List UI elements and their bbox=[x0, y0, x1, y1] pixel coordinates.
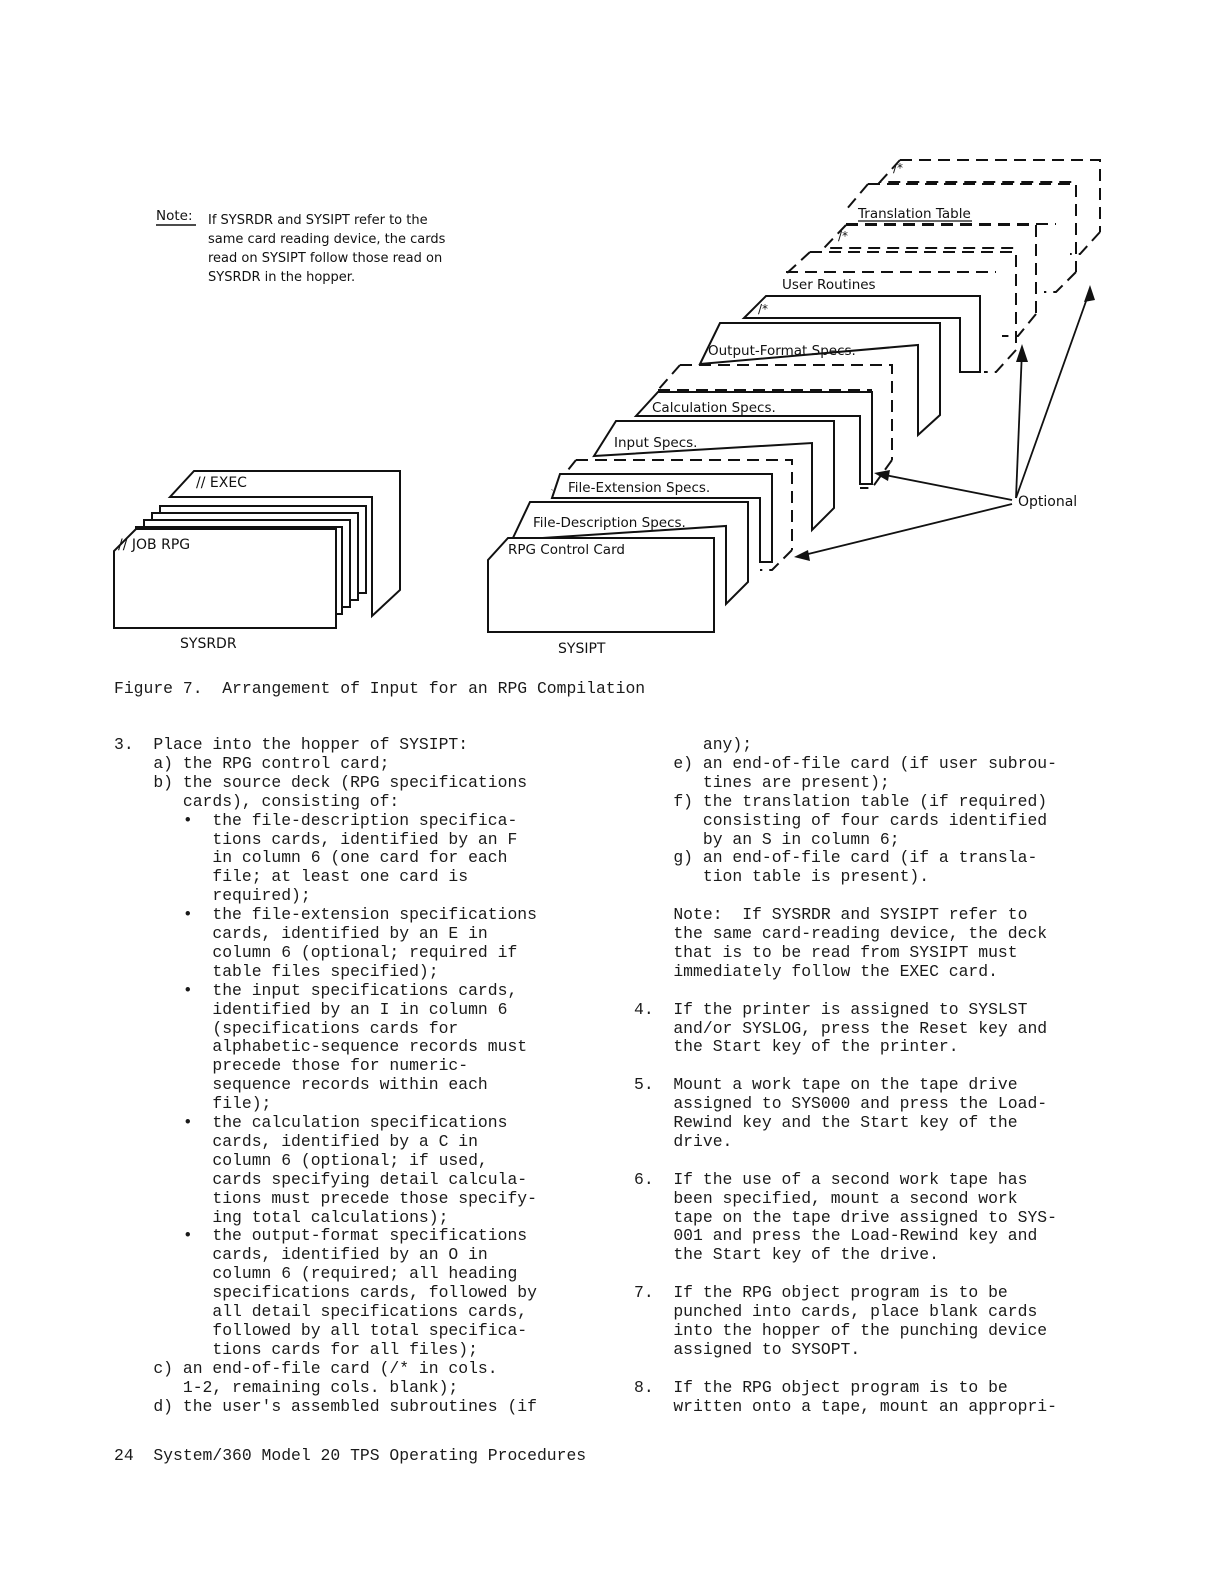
sysrdr-label: SYSRDR bbox=[180, 636, 237, 652]
text-line: by an S in column 6; bbox=[634, 829, 900, 849]
exec-card-label: // EXEC bbox=[196, 475, 247, 491]
text-line: identified by an I in column 6 bbox=[114, 999, 508, 1019]
eof-top-label: /* bbox=[893, 161, 904, 175]
text-line: 5. Mount a work tape on the tape drive bbox=[634, 1075, 1018, 1095]
text-line: cards, identified by a C in bbox=[114, 1131, 478, 1151]
text-line: specifications cards, followed by bbox=[114, 1283, 537, 1303]
output-format-label: Output-Format Specs. bbox=[708, 343, 856, 359]
text-line: (specifications cards for bbox=[114, 1018, 459, 1038]
text-line: tions cards for all files); bbox=[114, 1339, 478, 1359]
note-line: If SYSRDR and SYSIPT refer to the bbox=[208, 213, 428, 228]
text-line: column 6 (required; all heading bbox=[114, 1264, 518, 1284]
text-line: d) the user's assembled subroutines (if bbox=[114, 1396, 537, 1416]
text-line: immediately follow the EXEC card. bbox=[634, 961, 998, 981]
translation-table-label: Translation Table bbox=[858, 206, 971, 222]
text-line: 1-2, remaining cols. blank); bbox=[114, 1377, 459, 1397]
text-line: been specified, mount a second work bbox=[634, 1188, 1018, 1208]
rpg-control-label: RPG Control Card bbox=[508, 542, 625, 558]
output-format-card bbox=[700, 323, 940, 435]
text-line: required); bbox=[114, 886, 311, 906]
text-line: • the output-format specifications bbox=[114, 1226, 528, 1246]
text-line: that is to be read from SYSIPT must bbox=[634, 942, 1018, 962]
note-line: same card reading device, the cards bbox=[208, 232, 446, 247]
eof-translation-label: /* bbox=[838, 229, 849, 243]
file-description-label: File-Description Specs. bbox=[533, 515, 686, 531]
text-line: tines are present); bbox=[634, 772, 890, 792]
text-line: alphabetic-sequence records must bbox=[114, 1037, 528, 1057]
note-line: read on SYSIPT follow those read on bbox=[208, 251, 443, 266]
text-line: written onto a tape, mount an appropri- bbox=[634, 1396, 1057, 1416]
text-line: 4. If the printer is assigned to SYSLST bbox=[634, 999, 1028, 1019]
text-line: • the input specifications cards, bbox=[114, 980, 518, 1000]
text-line: f) the translation table (if required) bbox=[634, 791, 1048, 811]
text-line: 001 and press the Load-Rewind key and bbox=[634, 1226, 1038, 1246]
text-line: cards), consisting of: bbox=[114, 791, 400, 811]
text-line: • the calculation specifications bbox=[114, 1113, 508, 1132]
text-line: sequence records within each bbox=[114, 1075, 488, 1095]
text-line: file; at least one card is bbox=[114, 867, 469, 887]
text-line: the Start key of the drive. bbox=[634, 1245, 939, 1265]
figure-caption: Figure 7. Arrangement of Input for an RPG Compilation bbox=[114, 679, 646, 698]
text-line: drive. bbox=[634, 1131, 733, 1151]
text-line: 7. If the RPG object program is to be bbox=[634, 1283, 1008, 1303]
sysipt-deck bbox=[488, 160, 1100, 632]
text-line: the Start key of the printer. bbox=[634, 1037, 959, 1057]
note-line: SYSRDR in the hopper. bbox=[208, 270, 356, 285]
user-routines-label: User Routines bbox=[782, 277, 876, 293]
file-extension-label: File-Extension Specs. bbox=[568, 480, 711, 496]
text-line: column 6 (optional; if used, bbox=[114, 1150, 488, 1170]
text-line: tions cards, identified by an F bbox=[114, 829, 518, 849]
text-line: consisting of four cards identified bbox=[634, 810, 1048, 830]
optional-label: Optional bbox=[1018, 494, 1078, 510]
text-line: and/or SYSLOG, press the Reset key and bbox=[634, 1018, 1048, 1038]
text-line: precede those for numeric- bbox=[114, 1056, 469, 1076]
text-line: tions must precede those specify- bbox=[114, 1188, 537, 1208]
text-line: e) an end-of-file card (if user subrou- bbox=[634, 753, 1057, 773]
sysipt-label: SYSIPT bbox=[558, 641, 606, 657]
job-card-label: // JOB RPG bbox=[118, 537, 191, 553]
text-line: • the file-extension specifications bbox=[114, 905, 537, 925]
text-line: 6. If the use of a second work tape has bbox=[634, 1169, 1028, 1189]
text-line: Rewind key and the Start key of the bbox=[634, 1113, 1018, 1132]
text-line: in column 6 (one card for each bbox=[114, 848, 508, 868]
text-line: into the hopper of the punching device bbox=[634, 1320, 1048, 1340]
figure-7-diagram bbox=[0, 0, 1224, 680]
text-line: followed by all total specifica- bbox=[114, 1320, 528, 1340]
page-footer: 24 System/360 Model 20 TPS Operating Procedures bbox=[114, 1446, 587, 1465]
text-line: cards specifying detail calcula- bbox=[114, 1169, 528, 1189]
note-label: Note: bbox=[156, 208, 193, 224]
text-line: 8. If the RPG object program is to be bbox=[634, 1377, 1008, 1397]
text-line: a) the RPG control card; bbox=[114, 753, 390, 773]
eof-subroutines-label: /* bbox=[758, 302, 769, 316]
text-line: b) the source deck (RPG specifications bbox=[114, 772, 528, 792]
text-line: any); bbox=[634, 735, 753, 754]
text-line: • the file-description specifica- bbox=[114, 810, 518, 830]
text-line: table files specified); bbox=[114, 961, 439, 981]
text-line: Note: If SYSRDR and SYSIPT refer to bbox=[634, 905, 1028, 925]
text-line: file); bbox=[114, 1094, 272, 1114]
text-line: punched into cards, place blank cards bbox=[634, 1302, 1038, 1321]
input-label: Input Specs. bbox=[614, 435, 698, 451]
text-line: all detail specifications cards, bbox=[114, 1302, 528, 1321]
text-line: cards, identified by an E in bbox=[114, 924, 488, 943]
text-line: assigned to SYSOPT. bbox=[634, 1339, 861, 1359]
text-line: tion table is present). bbox=[634, 867, 930, 887]
text-line: ing total calculations); bbox=[114, 1207, 449, 1227]
text-line: tape on the tape drive assigned to SYS- bbox=[634, 1207, 1057, 1227]
text-line: column 6 (optional; required if bbox=[114, 942, 518, 962]
text-line: the same card-reading device, the deck bbox=[634, 924, 1048, 943]
text-line: c) an end-of-file card (/* in cols. bbox=[114, 1358, 498, 1378]
text-line: assigned to SYS000 and press the Load- bbox=[634, 1094, 1048, 1114]
text-line: cards, identified by an O in bbox=[114, 1245, 488, 1265]
text-line: g) an end-of-file card (if a transla- bbox=[634, 848, 1038, 868]
translation-table-card bbox=[846, 184, 1076, 292]
text-line: 3. Place into the hopper of SYSIPT: bbox=[114, 735, 469, 754]
calculation-label: Calculation Specs. bbox=[652, 400, 776, 416]
